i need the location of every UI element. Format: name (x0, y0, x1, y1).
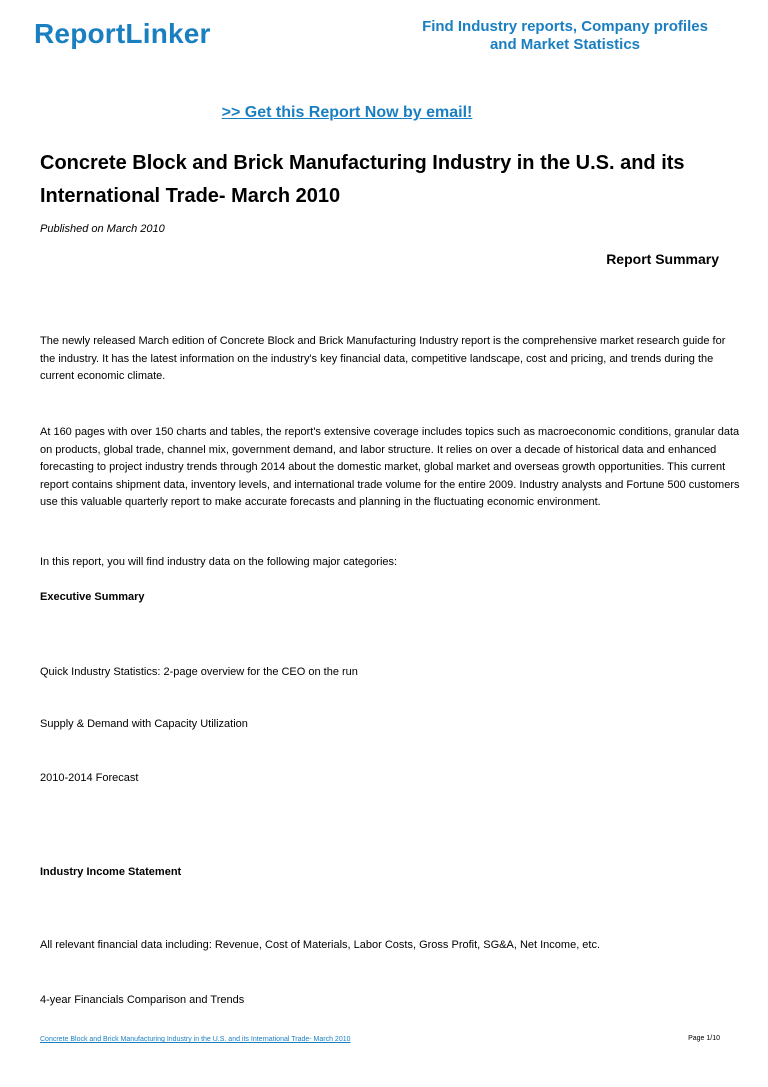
list-item-forecast: 2010-2014 Forecast (40, 772, 139, 784)
header-tagline (400, 18, 730, 54)
section-heading-income-statement: Industry Income Statement (40, 866, 182, 878)
published-date: Published on March 2010 (40, 223, 165, 235)
list-item-financial-data: All relevant financial data including: Revenue, Cost of Materials, Labor Costs, Gross Profit, SG&A, Net Income, etc. (40, 939, 601, 951)
list-item-quick-statistics: Quick Industry Statistics: 2-page overview for the CEO on the run (40, 666, 358, 678)
summary-paragraph-2: At 160 pages with over 150 charts and tables, the report's extensive coverage includes topics such as macroeconomic conditions, granular data on products, global trade, channel mix, government demand, and labor structure. It relies on over a decade of historical data and enhanced forecasting to project industry trends through 2014 about the domestic market, global market and overseas growth opportunities. This current report contains shipment data, inventory levels, and international trade volume for the entire 2009. Industry analysts and Fortune 500 customers use this valuable quarterly report to make accurate forecasts and planning in the fluctuating economic environment. (40, 426, 740, 508)
tagline-line-1: Find Industry reports, Company profiles (422, 18, 708, 35)
reportlinker-logo[interactable]: ReportLinker (34, 18, 211, 49)
tagline-line-2: and Market Statistics (489, 36, 641, 53)
footer-report-link[interactable]: Concrete Block and Brick Manufacturing Industry in the U.S. and its International Trade- March 2010 (40, 1036, 351, 1043)
list-item-four-year-financials: 4-year Financials Comparison and Trends (40, 994, 245, 1006)
section-heading-executive-summary: Executive Summary (40, 591, 145, 603)
get-report-email-link[interactable]: >> Get this Report Now by email! (221, 104, 473, 121)
summary-paragraph-1: The newly released March edition of Concrete Block and Brick Manufacturing Industry report is the comprehensive market research guide for the industry. It has the latest information on the industry's key financial data, competitive landscape, cost and pricing, and trends during the current economic climate. (40, 335, 726, 382)
list-item-supply-demand: Supply & Demand with Capacity Utilization (40, 718, 248, 730)
report-title: Concrete Block and Brick Manufacturing Industry in the U.S. and its International Trade- March 2010 (40, 152, 685, 207)
report-summary-heading: Report Summary (606, 251, 719, 267)
categories-intro: In this report, you will find industry data on the following major categories: (40, 556, 398, 568)
page-number: Page 1/10 (688, 1035, 720, 1042)
